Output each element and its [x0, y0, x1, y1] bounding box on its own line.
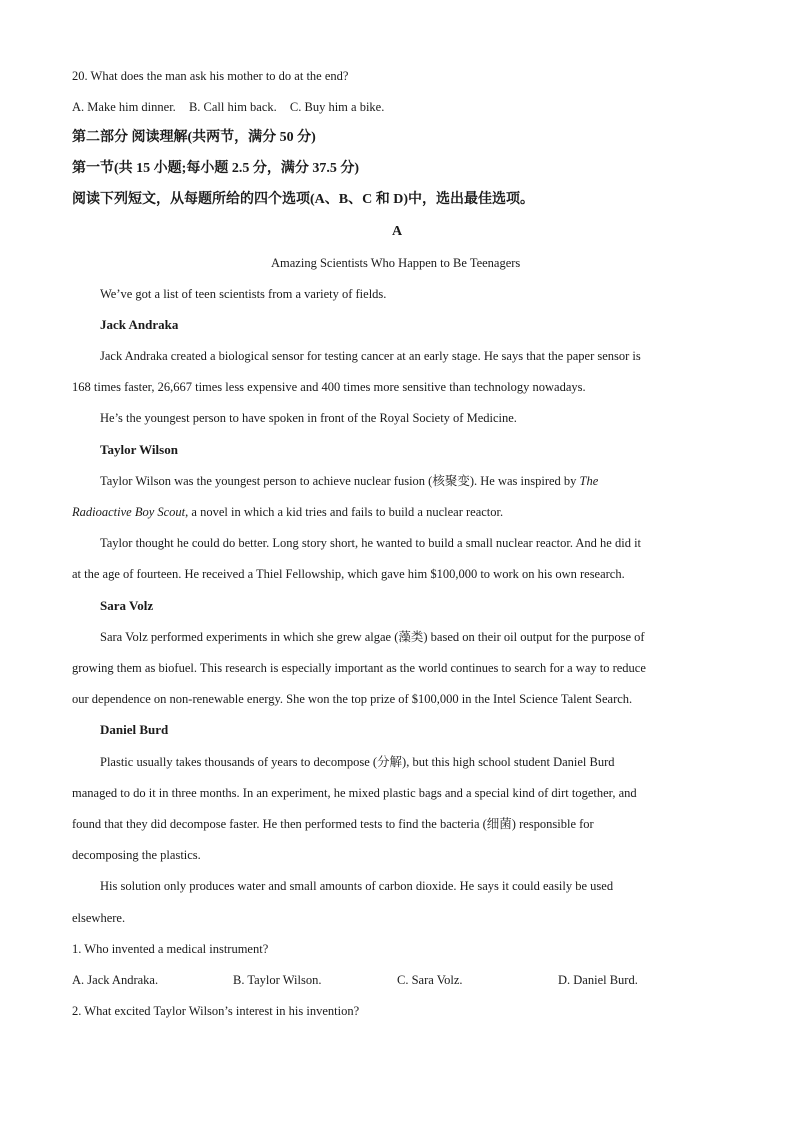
- daniel-paragraph-2-line-2: elsewhere.: [72, 911, 126, 925]
- daniel-paragraph-1-line-3: found that they did decompose faster. He then performed tests to find the bacteria (细菌) responsible for: [72, 817, 594, 831]
- question-2: 2. What excited Taylor Wilson’s interest in his invention?: [72, 1004, 360, 1018]
- heading-taylor-wilson: Taylor Wilson: [100, 442, 178, 457]
- question-1: 1. Who invented a medical instrument?: [72, 942, 269, 956]
- taylor-paragraph-1-line-1: [100, 472, 598, 490]
- option-d: D. Daniel Burd.: [558, 973, 638, 987]
- option-b: B. Taylor Wilson.: [233, 973, 322, 987]
- heading-daniel-burd: Daniel Burd: [100, 722, 169, 737]
- sara-paragraph-line-1: Sara Volz performed experiments in which she grew algae (藻类) based on their oil output for the purpose of: [100, 630, 645, 644]
- passage-letter: A: [391, 224, 403, 239]
- daniel-paragraph-1-line-1: Plastic usually takes thousands of years to decompose (分解), but this high school student Daniel Burd: [100, 755, 615, 769]
- book-title-start: The: [579, 474, 599, 488]
- option-a: A. Make him dinner.: [72, 100, 176, 114]
- option-b: B. Call him back.: [188, 100, 277, 114]
- question-20: 20. What does the man ask his mother to do at the end?: [72, 69, 349, 83]
- taylor-text: Taylor Wilson was the youngest person to achieve nuclear fusion (核聚变). He was inspired by: [100, 474, 580, 488]
- daniel-paragraph-1-line-4: decomposing the plastics.: [72, 848, 201, 862]
- daniel-paragraph-1-line-2: managed to do it in three months. In an experiment, he mixed plastic bags and a special kind of dirt together, and: [72, 786, 637, 800]
- jack-paragraph-1-line-2: 168 times faster, 26,667 times less expensive and 400 times more sensitive than technology nowadays.: [72, 380, 586, 394]
- option-c: C. Sara Volz.: [397, 973, 463, 987]
- option-a: A. Jack Andraka.: [72, 973, 159, 987]
- taylor-paragraph-2-line-1: Taylor thought he could do better. Long story short, he wanted to build a small nuclear reactor. And he did it: [100, 536, 642, 550]
- taylor-paragraph-2-line-2: at the age of fourteen. He received a Thiel Fellowship, which gave him $100,000 to work on his own research.: [72, 567, 625, 581]
- book-title: Radioactive Boy Scout: [72, 505, 186, 519]
- passage-title: Amazing Scientists Who Happen to Be Teenagers: [271, 256, 521, 270]
- passage-intro: We’ve got a list of teen scientists from a variety of fields.: [100, 287, 387, 301]
- sara-paragraph-line-2: growing them as biofuel. This research is especially important as the world continues to search for a way to reduce: [72, 661, 646, 675]
- part-title: 第二部分 阅读理解(共两节，满分 50 分): [72, 130, 316, 145]
- jack-paragraph-2: He’s the youngest person to have spoken in front of the Royal Society of Medicine.: [100, 411, 517, 425]
- question-20-options: [72, 98, 384, 116]
- daniel-paragraph-2-line-1: His solution only produces water and small amounts of carbon dioxide. He says it could easily be used: [100, 879, 614, 893]
- section-instruction: 阅读下列短文，从每题所给的四个选项(A、B、C 和 D)中，选出最佳选项。: [72, 192, 534, 207]
- jack-paragraph-1-line-1: Jack Andraka created a biological sensor for testing cancer at an early stage. He says that the paper sensor is: [100, 349, 641, 363]
- option-c: C. Buy him a bike.: [289, 100, 385, 114]
- heading-jack-andraka: Jack Andraka: [100, 317, 179, 332]
- heading-sara-volz: Sara Volz: [100, 598, 154, 613]
- taylor-text-cont: , a novel in which a kid tries and fails to build a nuclear reactor.: [185, 505, 504, 519]
- taylor-paragraph-1-line-2: [72, 503, 503, 521]
- sara-paragraph-line-3: our dependence on non-renewable energy. She won the top prize of $100,000 in the Intel Science Talent Search.: [72, 692, 633, 706]
- section-subtitle: 第一节(共 15 小题;每小题 2.5 分，满分 37.5 分): [72, 161, 359, 176]
